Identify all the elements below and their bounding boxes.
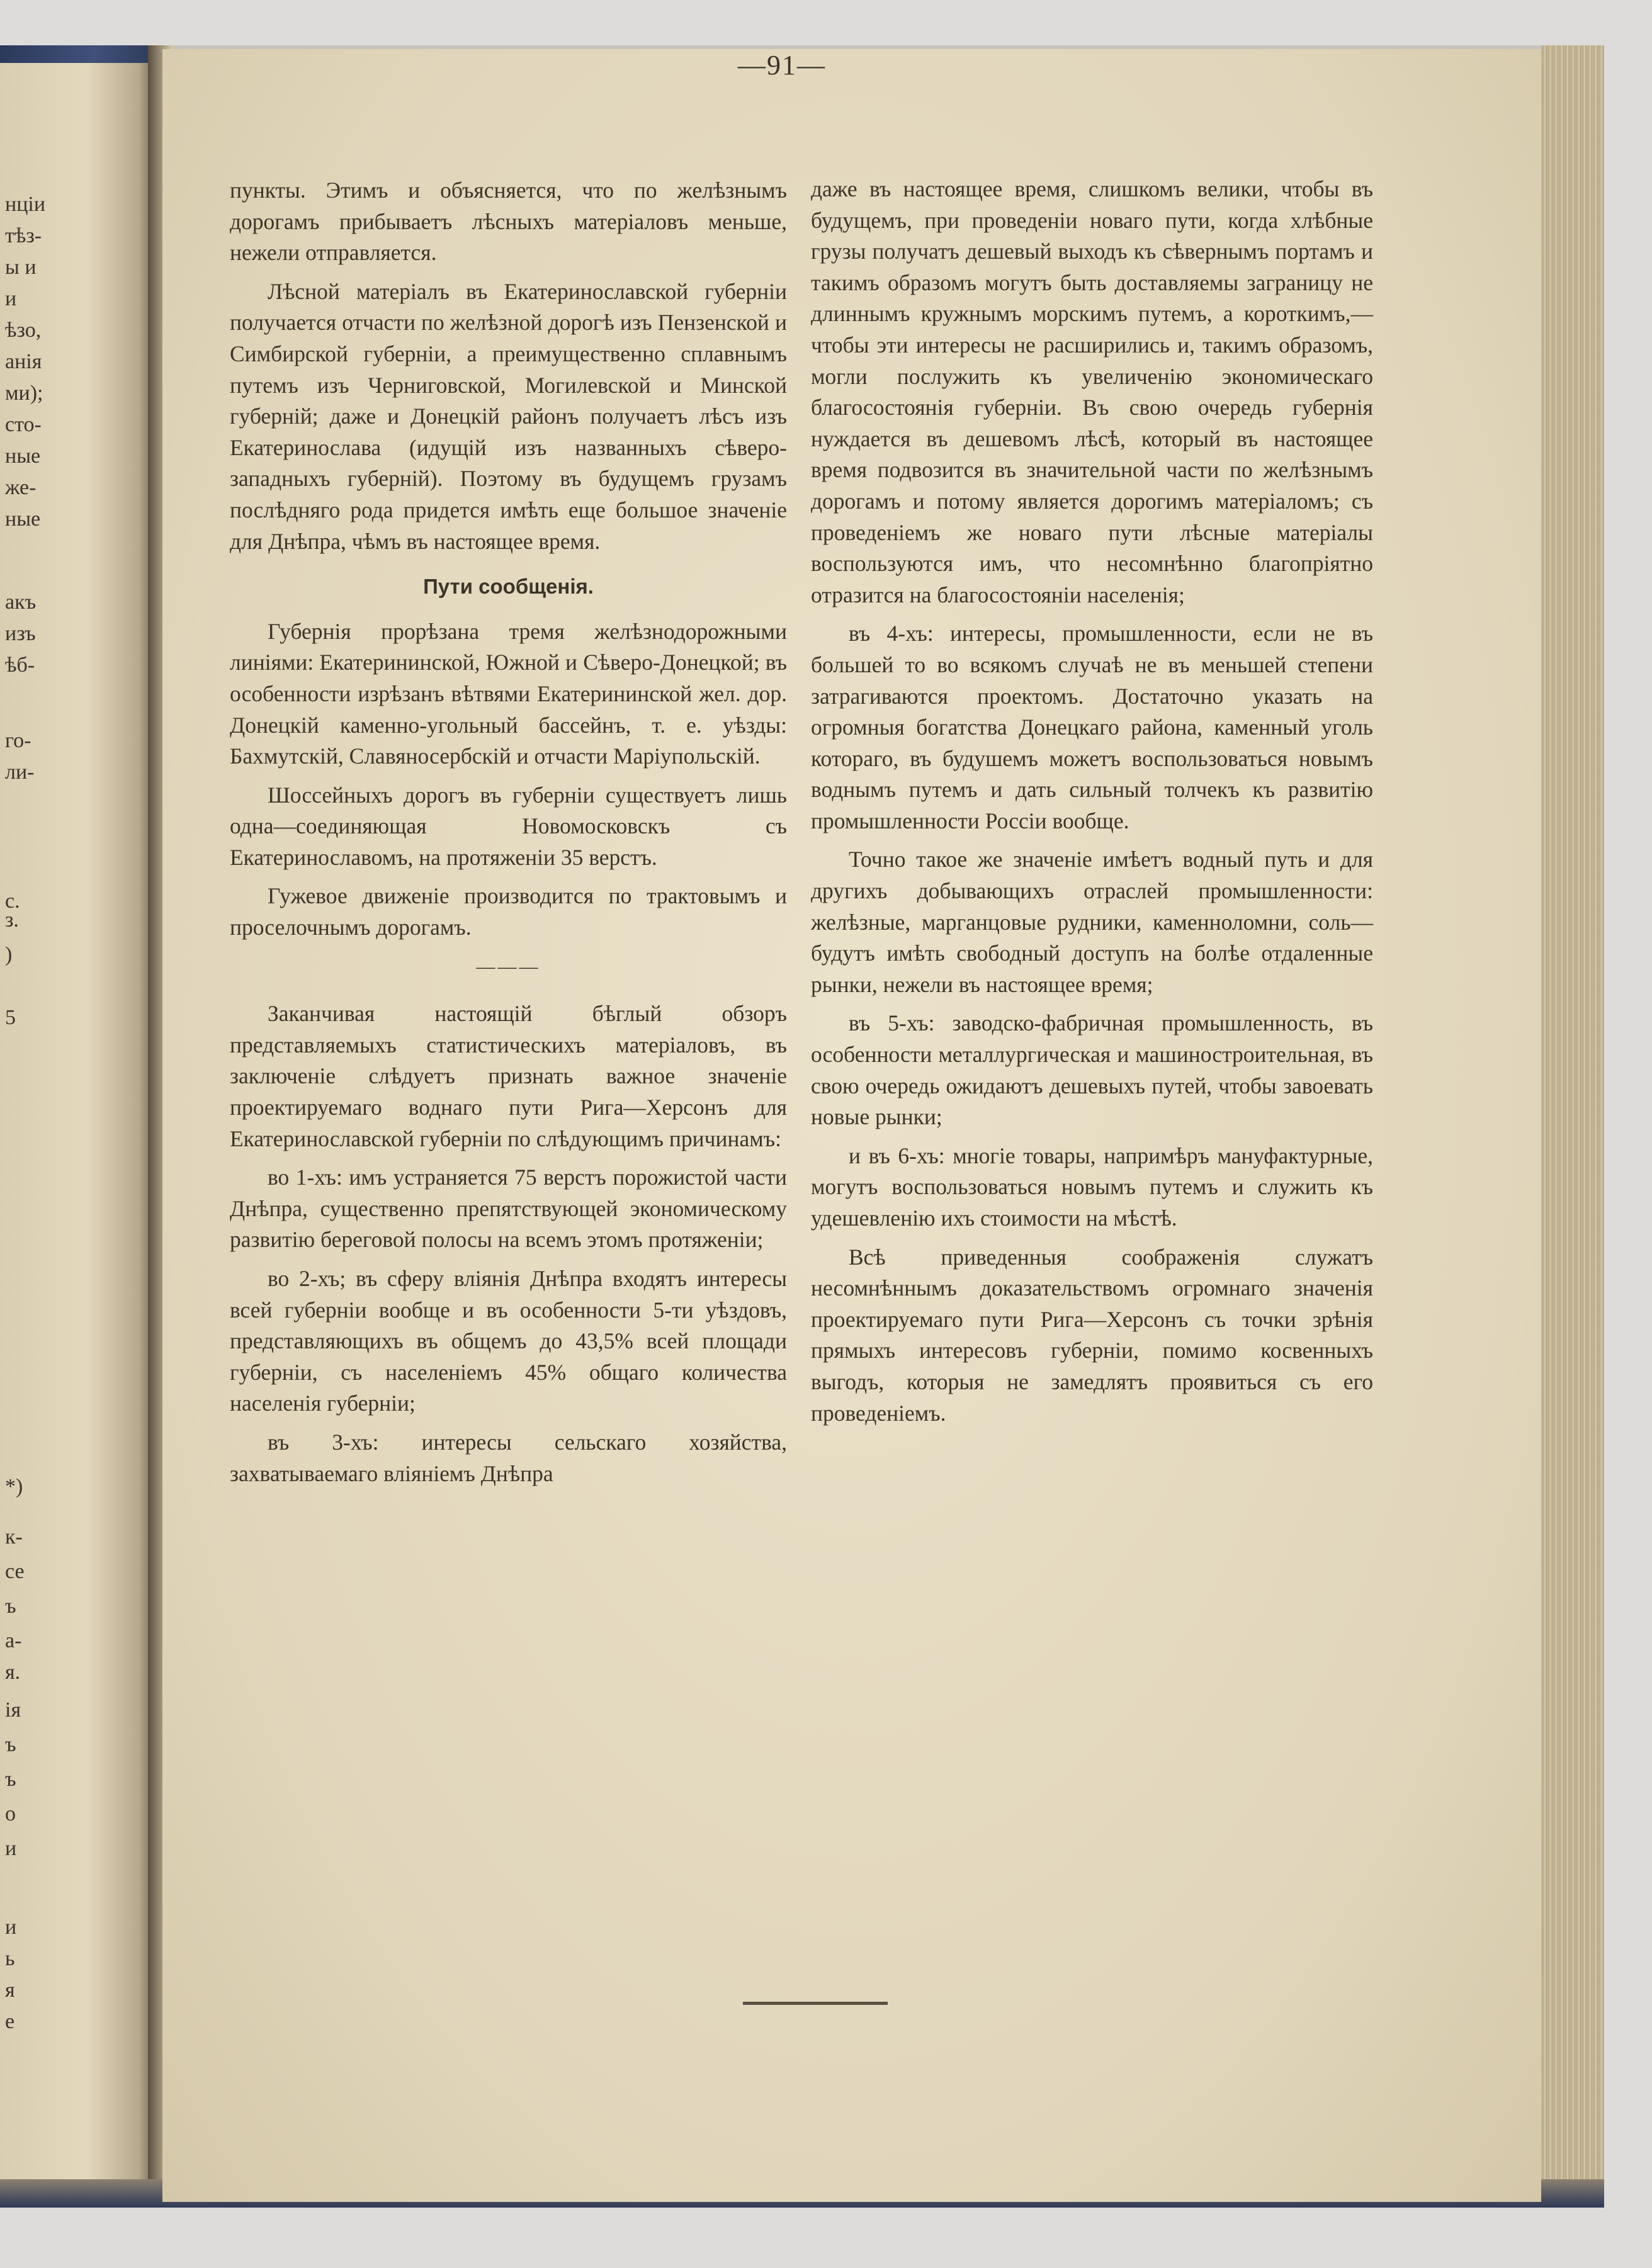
section-heading: Пути сообщенія. [423, 575, 594, 599]
paragraph: въ 4-хъ: интересы, промышленности, если не въ большей то во всякомъ случаѣ не въ меньшей степени затрагиваются проектомъ. Достаточно указать на огромныя богатства Донецкаго района, каменный уголь котораго, въ будушемъ можетъ воспользоваться новымъ воднымъ путемъ и дать сильный толчекъ къ развитію промышленности Россіи вообще. [811, 621, 1373, 833]
left-page-fragment: тѣз- [5, 224, 42, 247]
left-page-fragment: акъ [5, 590, 37, 614]
left-page-fragment: ми); [5, 381, 43, 405]
left-page-fragment: и [5, 287, 17, 310]
paragraph: Заканчивая настоящій бѣглый обзоръ представляемыхъ статистическихъ матеріаловъ, въ заключеніе слѣдуетъ признать важное значеніе проектируемаго воднаго пути Рига—Херсонъ для Екатеринославской губерніи по слѣдующимъ причинамъ: [230, 1001, 787, 1151]
left-page-fragment: я [5, 1978, 15, 2002]
paragraph: пункты. Этимъ и объясняется, что по желѣзнымъ дорогамъ прибываетъ лѣсныхъ матеріаловъ меньше, нежели отправляется. [230, 178, 787, 266]
page-edges [1541, 45, 1604, 2208]
left-page-fragment: ли- [5, 760, 35, 784]
left-page-fragment: ные [5, 444, 41, 468]
page-number: —91— [738, 50, 826, 81]
text-column-right [811, 174, 1373, 1436]
left-page-edge [0, 45, 157, 2208]
paragraph: во 2-хъ; въ сферу вліянія Днѣпра входятъ интересы всей губерніи вообще и въ особенности 5-ти уѣздовъ, представляющихъ въ общемъ до 43,5% всей площади губерніи, съ населеніемъ 45% общаго количества населенія губерніи; [230, 1266, 787, 1416]
left-page-fragment: ѣзо, [5, 319, 42, 342]
paragraph: Гужевое движеніе производится по трактовымъ и проселочнымъ дорогамъ. [230, 883, 787, 940]
text-column-left [230, 175, 787, 1497]
left-page-fragment: ы и [5, 256, 37, 279]
paragraph: во 1-хъ: имъ устраняется 75 верстъ порожистой части Днѣпра, существенно препятствующей экономическому развитію береговой полосы на всемъ этомъ протяженіи; [230, 1165, 787, 1253]
left-page-fragment: 5 [5, 1006, 16, 1029]
left-page-fragment: ъ [5, 1594, 16, 1618]
paragraph: даже въ настоящее время, слишкомъ велики, чтобы въ будущемъ, при проведеніи новаго пути, когда хлѣбные грузы получатъ дешевый выходъ къ сѣвернымъ портамъ и такимъ образомъ могутъ быть доставляемы заграницу не длиннымъ кружнымъ морскимъ путемъ, а короткимъ,—чтобы эти интересы не расширились и, такимъ образомъ, могли послужить къ увеличенію экономическаго благосостоянія губерніи. Въ свою очередь губернія нуждается въ дешевомъ лѣсѣ, который въ настоящее время подвозится въ значительной части по желѣзнымъ дорогамъ и потому является дорогимъ матеріаломъ; съ проведеніемъ же новаго пути лѣсные матеріалы воспользуются имъ, что несомнѣнно благопріятно отразится на благосостояніи населенія; [811, 176, 1373, 607]
left-page-fragment: и [5, 1837, 17, 1860]
paragraph: въ 3-хъ: интересы сельскаго хозяйства, захватываемаго вліяніемъ Днѣпра [230, 1429, 787, 1486]
left-page-fragment: ные [5, 507, 41, 531]
left-page-fragment: е [5, 2010, 15, 2033]
left-page-fragment: к- [5, 1525, 23, 1549]
left-page-fragment: з. [5, 908, 19, 932]
paragraph: Лѣсной матеріалъ въ Екатеринославской губерніи получается отчасти по желѣзной дорогѣ изъ Пензенской и Симбирской губерніи, а преимущественно сплавнымъ путемъ изъ Черниговской, Могилевской и Минской губерній; даже и Донецкій районъ получаетъ лѣсъ изъ Екатеринослава (идущій изъ названныхъ сѣверо-западныхъ губерній). Поэтому въ будущемъ грузамъ послѣдняго рода придется имѣть еще большое значеніе для Днѣпра, чѣмъ въ настоящее время. [230, 278, 787, 554]
left-page-fragment: ь [5, 1947, 15, 1970]
paragraph: Губернія прорѣзана тремя желѣзнодорожными линіями: Екатерининской, Южной и Сѣверо-Донецкой; въ особенности изрѣзанъ вѣтвями Екатерининской жел. дор. Донецкій каменно-угольный бассейнъ, т. е. уѣзды: Бахмутскій, Славяносербскій и отчасти Маріупольскій. [230, 618, 787, 769]
separator: ——— [476, 956, 541, 977]
left-page-fragment: ѣб- [5, 653, 35, 677]
left-page-fragment: ія [5, 1698, 21, 1722]
left-page-fragment: я. [5, 1661, 21, 1684]
left-page-fragment: ъ [5, 1768, 16, 1791]
left-page-fragment: ) [5, 943, 13, 966]
left-page-fragment: ъ [5, 1733, 16, 1756]
left-page-fragment: го- [5, 729, 31, 752]
left-page-fragment: *) [5, 1475, 23, 1498]
left-page-fragment: сто- [5, 413, 42, 436]
paragraph: Шоссейныхъ дорогъ въ губерніи существуетъ лишь одна—соединяющая Новомосковскъ съ Екатеринославомъ, на протяженіи 35 верстъ. [230, 782, 787, 870]
left-page-fragment: се [5, 1560, 25, 1583]
paragraph: и въ 6-хъ: многіе товары, напримѣръ мануфактурные, могутъ воспользоваться новымъ путемъ и служить къ удешевленію ихъ стоимости на мѣстѣ. [811, 1142, 1373, 1231]
left-page-fragment: а- [5, 1629, 22, 1652]
end-rule [743, 2002, 888, 2005]
paragraph: Всѣ приведенныя соображенія служатъ несомнѣннымъ доказательствомъ огромнаго значенія проектируемаго пути Рига—Херсонъ съ точки зрѣнія прямыхъ интересовъ губерніи, помимо косвенныхъ выгодъ, которыя не замедлятъ проявиться съ его проведеніемъ. [811, 1244, 1373, 1426]
paragraph: въ 5-хъ: заводско-фабричная промышленность, въ особенности металлургическая и машиностроительная, въ свою очередь ожидаютъ дешевыхъ путей, чтобы завоевать новые рынки; [811, 1010, 1373, 1130]
left-page-fragment: и [5, 1915, 17, 1939]
paragraph: Точно такое же значеніе имѣетъ водный путь и для другихъ добывающихъ отраслей промышленности: желѣзные, марганцовые рудники, каменноломни, соль—будутъ имѣть свободный доступъ на болѣе отдаленные рынки, нежели въ настоящее время; [811, 847, 1373, 997]
left-page-fragment: нціи [5, 193, 46, 216]
left-page-fragment: о [5, 1802, 16, 1825]
cover-strip [0, 45, 157, 63]
left-page-fragment: изъ [5, 622, 36, 645]
left-page-fragment: с. [5, 889, 20, 913]
left-page-fragment: же- [5, 476, 37, 499]
left-page-fragment: анія [5, 350, 42, 373]
